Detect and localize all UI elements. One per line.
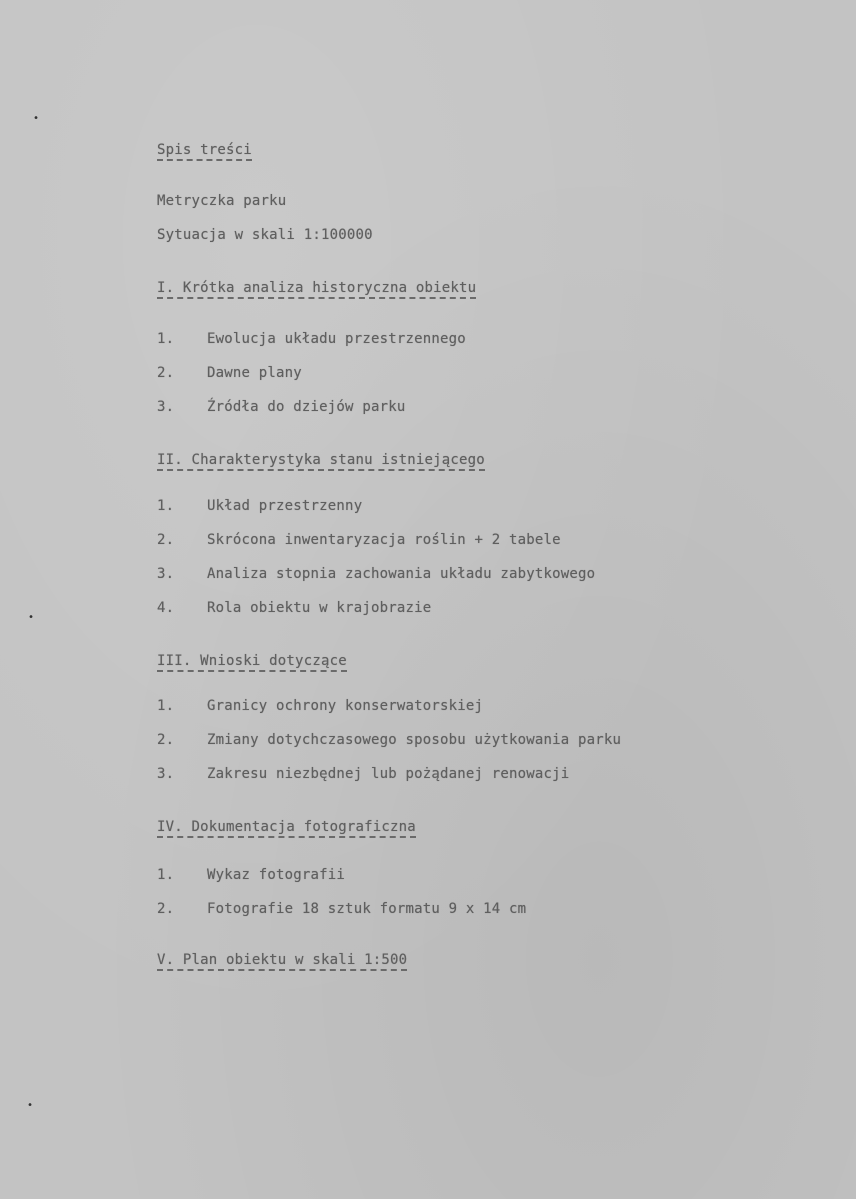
toc-item-text: Granicy ochrony konserwatorskiej [207, 698, 484, 714]
toc-item-text: Zmiany dotychczasowego sposobu użytkowania parku [207, 732, 622, 748]
toc-item [157, 765, 569, 783]
toc-item-number: 2. [157, 732, 175, 748]
toc-item [157, 364, 302, 382]
toc-item-number: 1. [157, 698, 175, 714]
section-heading: IV. Dokumentacja fotograficzna [157, 818, 416, 836]
section-heading: I. Krótka analiza historyczna obiektu [157, 279, 476, 297]
toc-item [157, 599, 431, 617]
toc-item-number: 1. [157, 498, 175, 514]
section-heading: II. Charakterystyka stanu istniejącego [157, 451, 485, 469]
toc-item-text: Zakresu niezbędnej lub pożądanej renowacji [207, 766, 570, 782]
toc-item [157, 731, 621, 749]
toc-title: Spis treści [157, 141, 252, 159]
toc-item-number: 3. [157, 566, 175, 582]
toc-item [157, 398, 405, 416]
punch-mark: • [33, 113, 40, 124]
toc-item-text: Dawne plany [207, 365, 302, 381]
toc-item-number: 1. [157, 331, 175, 347]
toc-item [157, 330, 466, 348]
toc-item-number: 2. [157, 365, 175, 381]
punch-mark: • [27, 1100, 34, 1111]
punch-mark: • [28, 612, 35, 623]
toc-item [157, 565, 595, 583]
toc-item-number: 1. [157, 867, 175, 883]
toc-item-text: Skrócona inwentaryzacja roślin + 2 tabele [207, 532, 561, 548]
toc-item [157, 531, 561, 549]
section-heading: III. Wnioski dotyczące [157, 652, 347, 670]
toc-intro-item: Sytuacja w skali 1:100000 [157, 227, 373, 243]
toc-item-text: Analiza stopnia zachowania układu zabytkowego [207, 566, 596, 582]
toc-item-number: 3. [157, 766, 175, 782]
toc-item-text: Rola obiektu w krajobrazie [207, 600, 432, 616]
toc-item-number: 4. [157, 600, 175, 616]
toc-item [157, 866, 345, 884]
section-heading: V. Plan obiektu w skali 1:500 [157, 951, 407, 969]
toc-intro-item: Metryczka parku [157, 193, 287, 209]
toc-item-number: 3. [157, 399, 175, 415]
toc-item-text: Ewolucja układu przestrzennego [207, 331, 466, 347]
toc-item-text: Układ przestrzenny [207, 498, 363, 514]
toc-item-text: Źródła do dziejów parku [207, 399, 406, 415]
toc-item-text: Fotografie 18 sztuk formatu 9 x 14 cm [207, 901, 527, 917]
toc-item-number: 2. [157, 532, 175, 548]
toc-item [157, 900, 526, 918]
toc-item [157, 697, 483, 715]
toc-item-number: 2. [157, 901, 175, 917]
toc-item [157, 497, 362, 515]
toc-item-text: Wykaz fotografii [207, 867, 346, 883]
